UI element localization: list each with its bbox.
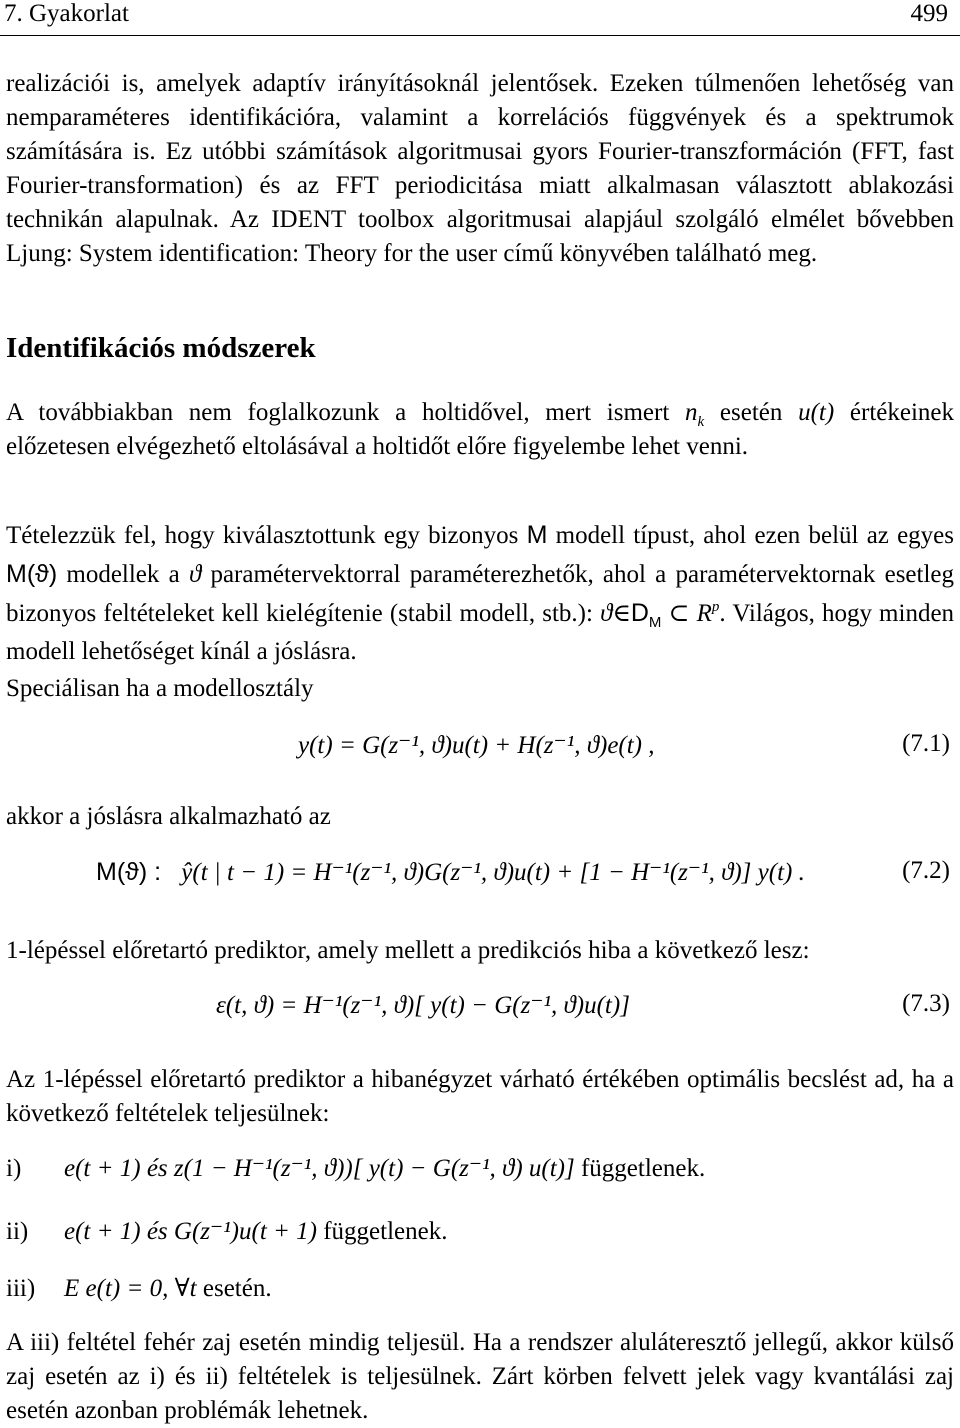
model-text-b: modell típust, ahol ezen belül az egyes: [555, 522, 955, 549]
equation-7-1: y(t) = G(z⁻¹, ϑ)u(t) + H(z⁻¹, ϑ)e(t) ,: [298, 732, 655, 759]
equation-number-7-1: (7.1): [902, 730, 950, 757]
equation-7-3: ε(t, ϑ) = H⁻¹(z⁻¹, ϑ)[ y(t) − G(z⁻¹, ϑ)u(t)]: [216, 992, 630, 1019]
cond-R: R: [696, 600, 712, 627]
model-text-a: Tételezzük fel, hogy kiválasztottunk egy bizonyos: [6, 522, 519, 549]
deadtime-paragraph: [6, 396, 954, 464]
deadtime-text-a: A továbbiakban nem foglalkozunk a holtidővel, mert ismert: [6, 399, 670, 426]
equation-7-2: [96, 857, 805, 887]
model-set-symbol: M: [526, 521, 548, 549]
page-header: [0, 0, 960, 32]
header-rule: [0, 35, 960, 36]
model-text-d: paramétervektorral paraméterezhetők, ahol a paramétervektornak esetleg bizonyos feltételeket kell kielégítenie (stabil modell, stb.):: [6, 561, 955, 627]
theta-symbol: ϑ: [188, 561, 202, 588]
condition-iii: iii) E e(t) = 0, ∀t esetén.: [6, 1275, 272, 1302]
chapter-title: 7. Gyakorlat: [4, 0, 129, 27]
page-number: 499: [910, 0, 948, 27]
predictor-paragraph: 1-lépéssel előretartó prediktor, amely mellett a predikciós hiba a következő lesz:: [6, 937, 810, 964]
equation-number-7-3: (7.3): [902, 990, 950, 1017]
model-paragraph: Tételezzük fel, hogy kiválasztottunk egy bizonyos M modell típust, ahol ezen belül az egyes M(ϑ) modellek a ϑ paramétervektorral paraméterezhetők, ahol a paramétervektornak esetleg bizonyos feltételeket kell kielégítenie (stabil modell, stb.): $ϑ\in D_M$ ⊂ $R^p$. Világos, hogy minden modell lehetőséget kínál a jóslásra.: [6, 521, 955, 665]
cond-theta: ϑ∈: [600, 600, 631, 627]
model-text-c: modellek a: [66, 561, 180, 588]
model-theta-symbol: M(ϑ): [6, 560, 58, 588]
condition-i: i) e(t + 1) és z(1 − H⁻¹(z⁻¹, ϑ))[ y(t) − G(z⁻¹, ϑ) u(t)] függetlenek.: [6, 1155, 706, 1182]
closing-paragraph: A iii) feltétel fehér zaj esetén mindig teljesül. Ha a rendszer aluláteresztő jellegű, akkor külső zaj esetén az i) és ii) feltételek is teljesülnek. Zárt körben felvett jelek vagy kvantálási zaj esetén azonban problémák lehetnek.: [6, 1329, 954, 1424]
eq2-body: ŷ(t | t − 1) = H⁻¹(z⁻¹, ϑ)G(z⁻¹, ϑ)u(t) + [1 − H⁻¹(z⁻¹, ϑ)] y(t) .: [181, 859, 805, 886]
ut-symbol: u(t): [798, 399, 835, 426]
applicable-paragraph: akkor a jóslásra alkalmazható az: [6, 803, 331, 830]
model-text-e: . Világos, hogy minden modell lehetőséget kínál a jóslásra.: [6, 600, 955, 665]
optimal-paragraph: Az 1-lépéssel előretartó prediktor a hibanégyzet várható értékében optimális becslést ad, ha a következő feltételek teljesülnek:: [6, 1066, 954, 1127]
eq2-lhs: M(ϑ) :: [96, 858, 162, 886]
nk-symbol: $n_k$: [685, 399, 705, 430]
special-paragraph: Speciálisan ha a modellosztály: [6, 675, 314, 702]
intro-paragraph: realizációi is, amelyek adaptív irányításoknál jelentősek. Ezeken túlmenően lehetőség van nemparaméteres identifikációra, valamint a korrelációs függvények és a spektrumok számítására is. Ez utóbbi számítások algoritmusai gyors Fourier-transzformáción (FFT, fast Fourier-transformation) és az FFT periodicitása miatt alkalmasan választott ablakozási technikán alapulnak. Az IDENT toolbox algoritmusai alapjául szolgáló elmélet bővebben Ljung: System identification: Theory for the user című könyvében található meg.: [6, 70, 954, 267]
equation-number-7-2: (7.2): [902, 857, 950, 884]
deadtime-text-b: esetén: [719, 399, 783, 426]
cond-D: D: [630, 599, 649, 627]
section-title: Identifikációs módszerek: [6, 332, 316, 364]
condition-ii: ii) e(t + 1) és G(z⁻¹)u(t + 1) függetlenek.: [6, 1218, 448, 1245]
deadtime-text-c: értékeinek előzetesen elvégezhető eltolásával a holtidőt előre figyelembe lehet venni.: [6, 399, 955, 460]
